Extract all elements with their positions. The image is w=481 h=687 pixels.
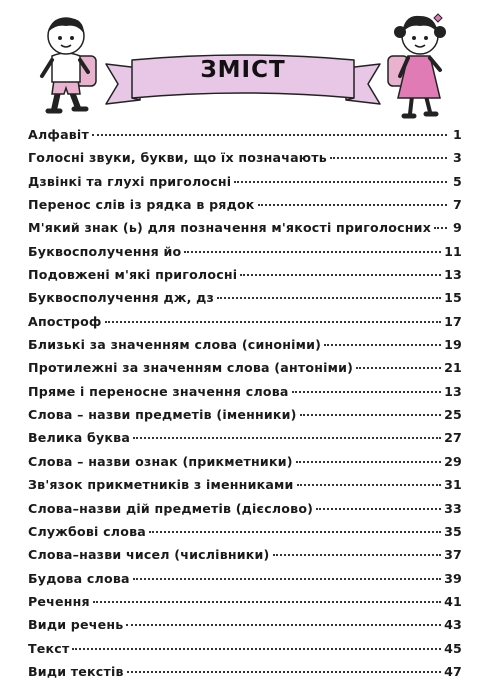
toc-entry-title: Голосні звуки, букви, що їх позначають (28, 150, 327, 166)
toc-entry-page-number: 25 (444, 407, 462, 423)
toc-entry-page-number: 47 (444, 663, 462, 679)
toc-entry-page-number: 11 (444, 243, 462, 259)
dot-leader (184, 251, 441, 253)
toc-entry[interactable] (28, 594, 462, 617)
toc-entry-page-number: 13 (444, 383, 462, 399)
toc-entry[interactable] (28, 501, 462, 524)
toc-entry-page-number: 35 (444, 523, 462, 539)
toc-entry-title: Речення (28, 593, 90, 609)
dot-leader (72, 648, 441, 650)
dot-leader (92, 134, 447, 136)
toc-entry[interactable] (28, 571, 462, 594)
dot-leader (234, 181, 447, 183)
dot-leader (356, 367, 441, 369)
toc-entry[interactable] (28, 360, 462, 383)
toc-entry-page-number: 13 (444, 267, 462, 283)
dot-leader (133, 578, 441, 580)
toc-entry-title: Буквосполучення дж, дз (28, 290, 215, 306)
toc-entry-page-number: 1 (453, 127, 462, 142)
toc-entry[interactable] (28, 617, 462, 640)
toc-entry[interactable] (28, 407, 462, 430)
page-title: ЗМІСТ (200, 57, 286, 83)
toc-entry-page-number: 39 (444, 570, 462, 586)
toc-entry-title: Алфавіт (28, 127, 89, 142)
toc-entry-title: Текст (28, 640, 70, 656)
dot-leader (297, 484, 441, 486)
toc-entry[interactable] (28, 384, 462, 407)
dot-leader (300, 414, 441, 416)
toc-entry-title: Види текстів (28, 663, 124, 679)
toc-entry-title: Слова – назви ознак (прикметники) (28, 453, 293, 469)
toc-entry[interactable] (28, 547, 462, 570)
toc-entry[interactable] (28, 641, 462, 664)
toc-entry-page-number: 21 (444, 360, 462, 376)
dot-leader (258, 204, 447, 206)
dot-leader (240, 274, 441, 276)
toc-entry-title: Перенос слів із рядка в рядок (28, 197, 255, 213)
toc-entry-page-number: 37 (444, 547, 462, 563)
toc-entry-title: Пряме і переносне значення слова (28, 383, 289, 399)
toc-entry-page-number: 33 (444, 500, 462, 516)
toc-entry-title: Слова – назви предметів (іменники) (28, 407, 297, 423)
toc-entry-title: Будова слова (28, 570, 130, 586)
dot-leader (127, 671, 441, 673)
toc-entry[interactable] (28, 174, 462, 197)
toc-entry[interactable] (28, 150, 462, 173)
toc-entry[interactable] (28, 430, 462, 453)
dot-leader (149, 531, 441, 533)
toc-entry-title: Протилежні за значенням слова (антоніми) (28, 360, 354, 376)
toc-entry-page-number: 15 (444, 290, 462, 306)
toc-entry-title: Велика буква (28, 430, 131, 446)
toc-entry-page-number: 7 (453, 197, 462, 213)
dot-leader (434, 227, 447, 229)
toc-entry-title: Апостроф (28, 313, 102, 329)
toc-entry-title: Дзвінкі та глухі приголосні (28, 173, 232, 189)
toc-entry-title: Подовжені м'які приголосні (28, 267, 238, 283)
toc-entry[interactable] (28, 127, 462, 150)
toc-entry[interactable] (28, 337, 462, 360)
toc-entry-title: Слова–назви чисел (числівники) (28, 547, 270, 563)
dot-leader (217, 297, 441, 299)
toc-entry-title: Близькі за значенням слова (синоніми) (28, 337, 322, 353)
toc-entry[interactable] (28, 244, 462, 267)
toc-entry-title: М'який знак (ь) для позначення м'якості приголосних (28, 220, 432, 236)
dot-leader (296, 461, 441, 463)
dot-leader (93, 601, 441, 603)
toc-entry[interactable] (28, 290, 462, 313)
toc-entry-title: Слова–назви дій предметів (дієслово) (28, 500, 314, 516)
toc-entry[interactable] (28, 314, 462, 337)
toc-entry[interactable] (28, 197, 462, 220)
toc-entry-page-number: 5 (453, 173, 462, 189)
dot-leader (133, 437, 441, 439)
toc-entry-page-number: 27 (444, 430, 462, 446)
toc-entry-page-number: 43 (444, 617, 462, 633)
dot-leader (126, 624, 441, 626)
toc-entry[interactable] (28, 664, 462, 687)
toc-entry-page-number: 3 (453, 150, 462, 166)
toc-entry-page-number: 31 (444, 477, 462, 493)
toc-entry-page-number: 9 (453, 220, 462, 236)
boy-illustration (28, 10, 108, 120)
table-of-contents (28, 127, 462, 687)
dot-leader (324, 344, 441, 346)
toc-entry-title: Зв'язок прикметників з іменниками (28, 477, 294, 493)
toc-entry-page-number: 17 (444, 313, 462, 329)
toc-entry-page-number: 19 (444, 337, 462, 353)
toc-entry[interactable] (28, 267, 462, 290)
toc-entry-title: Буквосполучення йо (28, 243, 182, 259)
dot-leader (105, 321, 441, 323)
toc-entry[interactable] (28, 454, 462, 477)
toc-entry[interactable] (28, 220, 462, 243)
dot-leader (273, 554, 442, 556)
toc-entry[interactable] (28, 477, 462, 500)
girl-illustration (378, 6, 458, 124)
toc-entry-title: Види речень (28, 617, 124, 633)
dot-leader (316, 508, 441, 510)
toc-entry-title: Службові слова (28, 523, 146, 539)
dot-leader (330, 157, 447, 159)
toc-entry-page-number: 29 (444, 453, 462, 469)
dot-leader (292, 391, 441, 393)
toc-entry-page-number: 41 (444, 593, 462, 609)
toc-entry[interactable] (28, 524, 462, 547)
toc-entry-page-number: 45 (444, 640, 462, 656)
